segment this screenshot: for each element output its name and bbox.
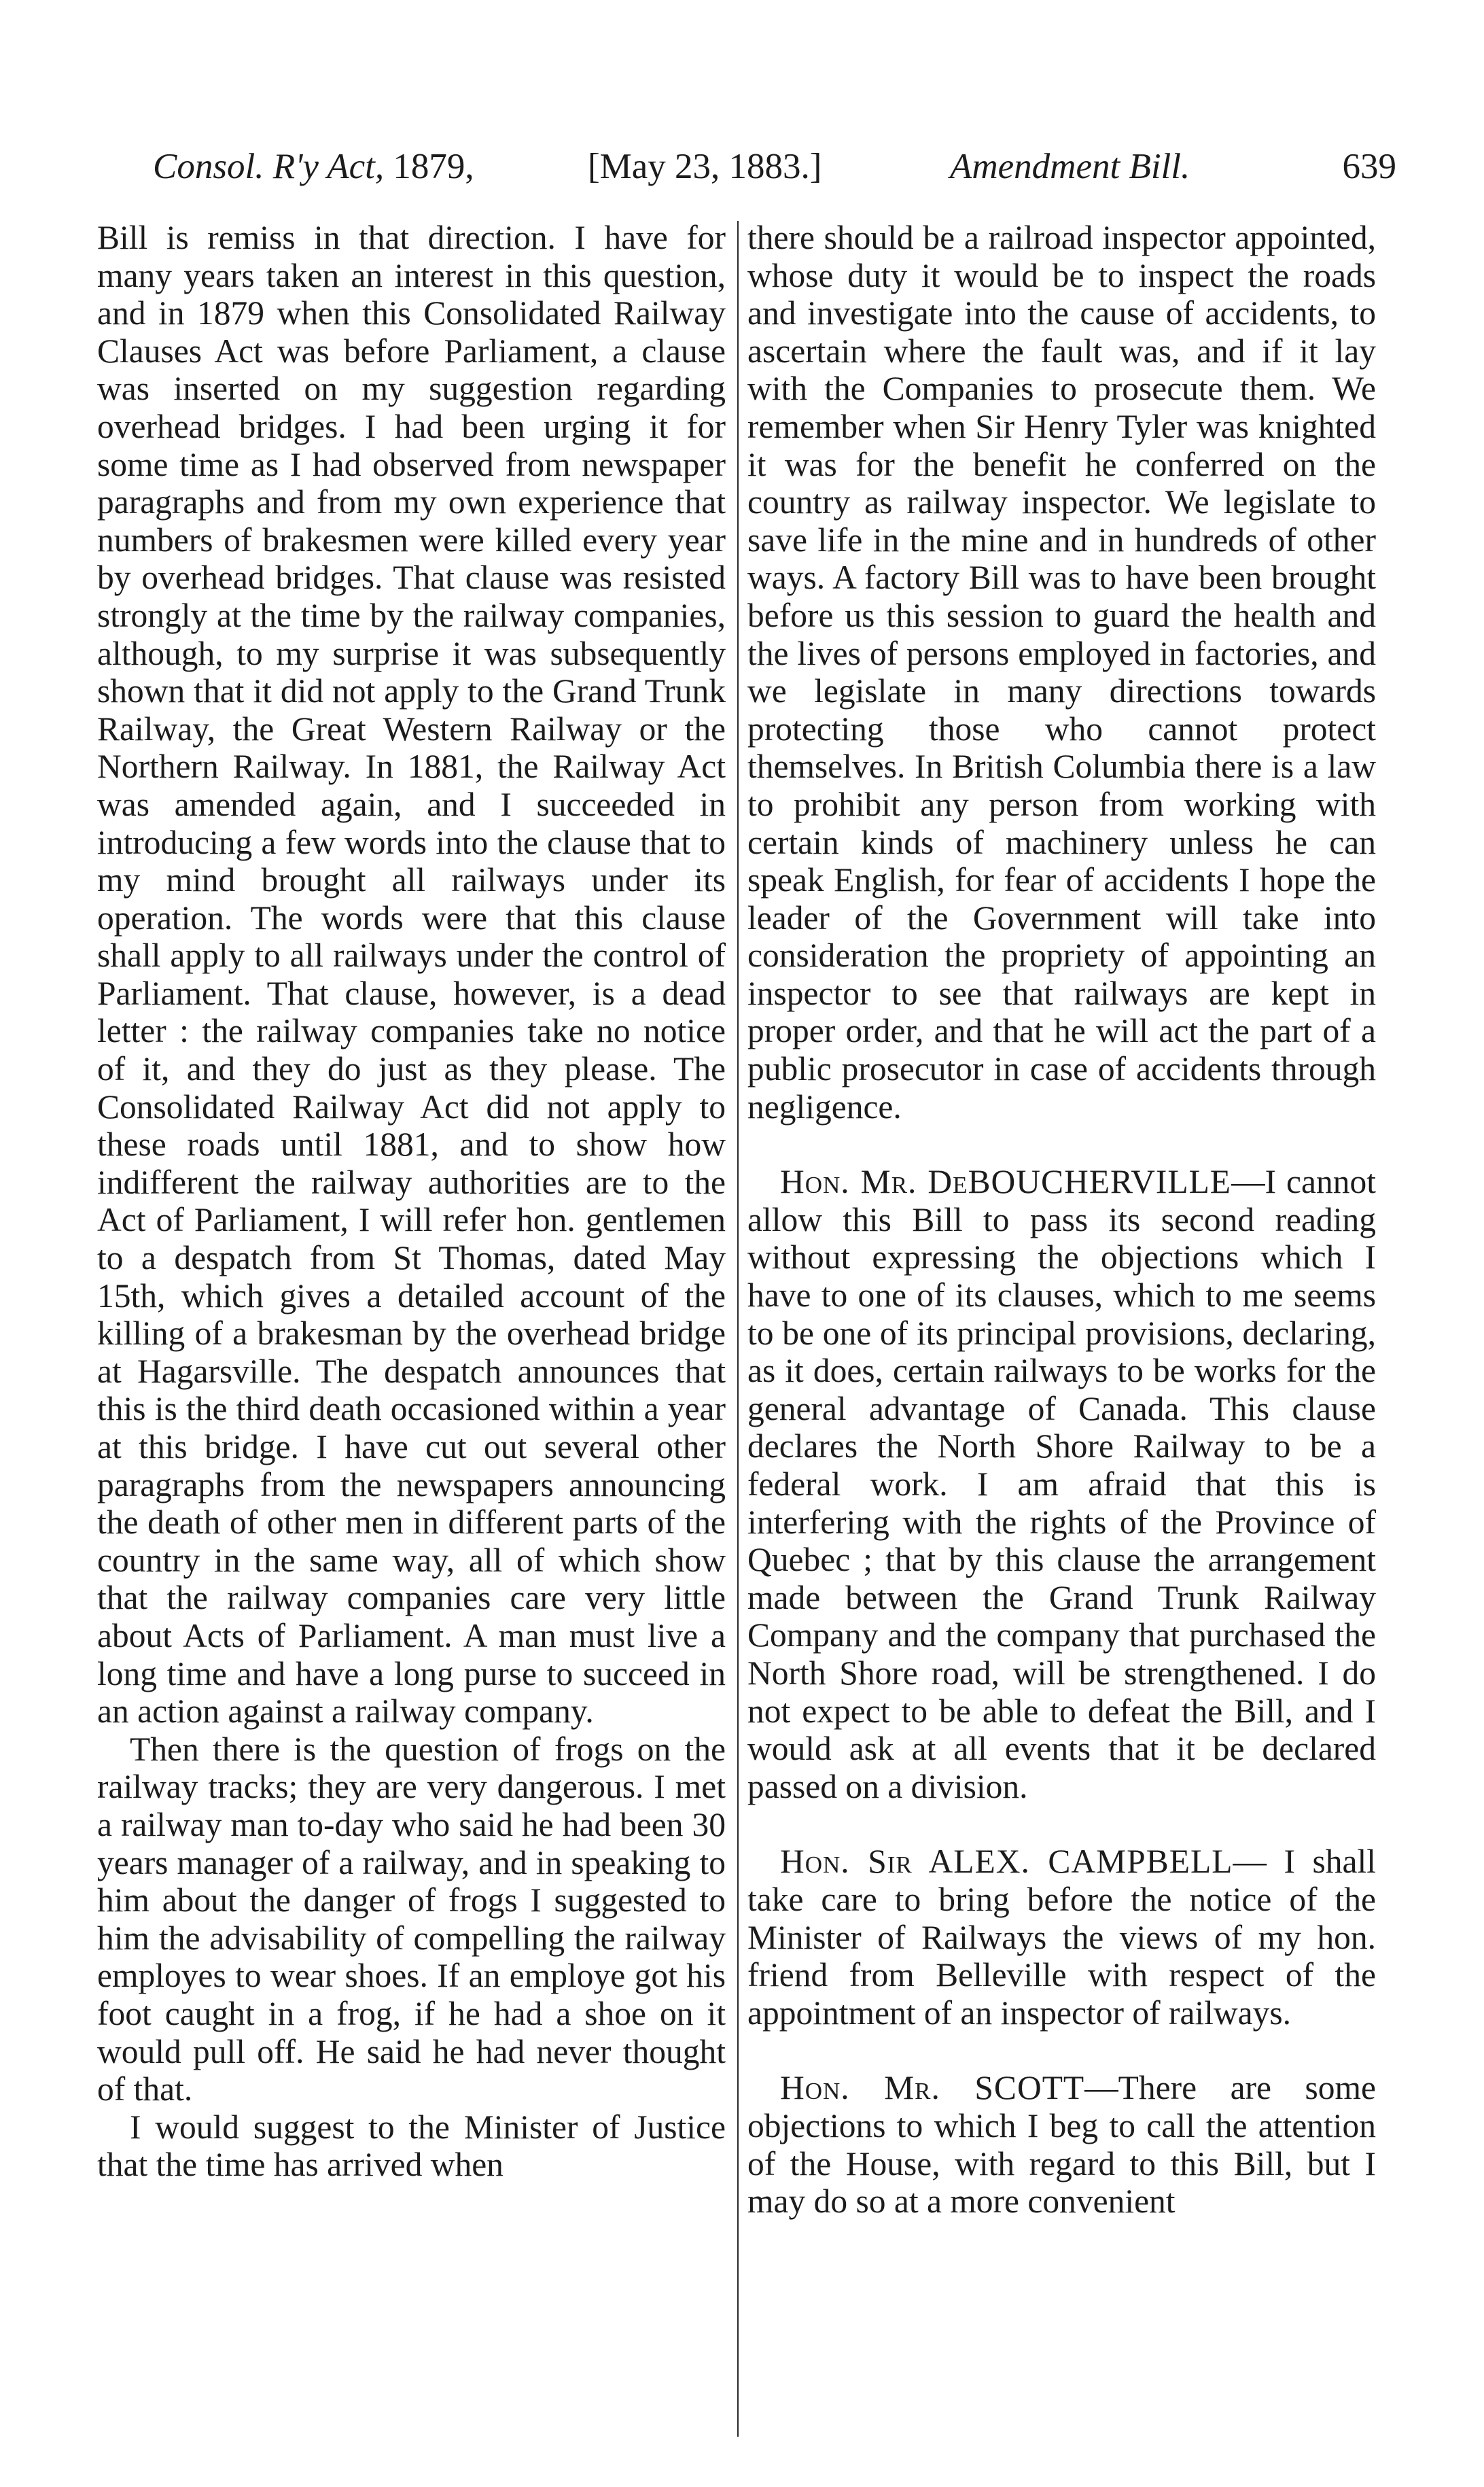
right-column (747, 219, 1376, 2221)
header-act-title (153, 136, 474, 197)
speech-paragraph (747, 2069, 1376, 2220)
speech-paragraph (747, 1843, 1376, 2032)
left-column (97, 219, 726, 2184)
speaker-name: Hon. Sir ALEX. CAMPBELL (780, 1843, 1233, 1881)
column-divider (737, 221, 739, 2437)
header-act-name: Consol. R'y Act, (153, 147, 385, 186)
header-act-year: 1879, (393, 147, 474, 186)
page-number: 639 (1342, 147, 1396, 186)
header-date: [May 23, 1883.] (588, 147, 822, 186)
paragraph: Bill is remiss in that direction. I have for many years taken an interest in this question, and in 1879 when this Consolidated Railway Clauses Act was before Parliament, a clause was inserted on my suggestion regarding overhead bridges. I had been urging it for some time as I had observed from newspaper paragraphs and from my own experience that numbers of brakesmen were killed every year by overhead bridges. That clause was resisted strongly at the time by the railway companies, although, to my surprise it was subsequently shown that it did not apply to the Grand Trunk Railway, the Great Western Railway or the Northern Railway. In 1881, the Railway Act was amended again, and I succeeded in introducing a few words into the clause that to my mind brought all railways under its operation. The words were that this clause shall apply to all railways under the control of Parliament. That clause, however, is a dead letter : the railway companies take no notice of it, and they do just as they please. The Consolidated Railway Act did not apply to these roads until 1881, and to show how indifferent the railway authorities are to the Act of Parliament, I will refer hon. gentlemen to a despatch from St Thomas, dated May 15th, which gives a detailed account of the killing of a brakesman by the overhead bridge at Hagarsville. The despatch announces that this is the third death occasioned within a year at this bridge. I have cut out several other paragraphs from the newspapers announcing the death of other men in different parts of the country in the same way, all of which show that the railway companies care very little about Acts of Parliament. A man must live a long time and have a long purse to succeed in an action against a railway company. (97, 219, 726, 1731)
speech-text: — I shall take care to bring before the notice of the Minister of Railways the views of my hon. friend from Belleville with respect of the appointment of an inspector of railways. (747, 1843, 1376, 2032)
speech-text: —There are some objections to which I beg to call the attention of the House, with regard to this Bill, but I may do so at a more convenient (747, 2069, 1376, 2221)
speaker-name: Hon. Mr. SCOTT (780, 2069, 1085, 2107)
paragraph: Then there is the question of frogs on the railway tracks; they are very dangerous. I met a railway man to-day who said he had been 30 years manager of a railway, and in speaking to him about the danger of frogs I suggested to him the advisability of compelling the railway employes to wear shoes. If an employe got his foot caught in a frog, if he had a shoe on it would pull off. He said he had never thought of that. (97, 1730, 726, 2108)
running-header (153, 136, 1396, 197)
paragraph: there should be a railroad inspector appointed, whose duty it would be to inspect the roads and investigate into the cause of accidents, to ascertain where the fault was, and if it lay with the Companies to prosecute them. We remember when Sir Henry Tyler was knighted it was for the benefit he conferred on the country as railway inspector. We legislate to save life in the mine and in hundreds of other ways. A factory Bill was to have been brought before us this session to guard the health and the lives of persons employed in factories, and we legislate in many directions towards protecting those who cannot protect themselves. In British Columbia there is a law to prohibit any person from working with certain kinds of machinery unless he can speak English, for fear of accidents I hope the leader of the Government will take into consideration the propriety of appointing an inspector to see that railways are kept in proper order, and that he will act the part of a public prosecutor in case of accidents through negligence. (747, 219, 1376, 1126)
speech-text: —I cannot allow this Bill to pass its second reading without expressing the objections which I have to one of its clauses, which to me seems to be one of its principal provisions, declaring, as it does, certain railways to be works for the general advantage of Canada. This clause declares the North Shore Railway to be a federal work. I am afraid that this is interfering with the rights of the Province of Quebec ; that by this clause the arrangement made between the Grand Trunk Railway Company and the company that purchased the North Shore road, will be strengthened. I do not expect to be able to defeat the Bill, and I would ask at all events that it be declared passed on a division. (747, 1163, 1376, 1805)
speaker-name: Hon. Mr. DeBOUCHERVILLE (780, 1163, 1232, 1201)
paragraph: I would suggest to the Minister of Justice that the time has arrived when (97, 2108, 726, 2184)
speech-paragraph (747, 1163, 1376, 1805)
header-bill-title: Amendment Bill. (950, 147, 1190, 186)
